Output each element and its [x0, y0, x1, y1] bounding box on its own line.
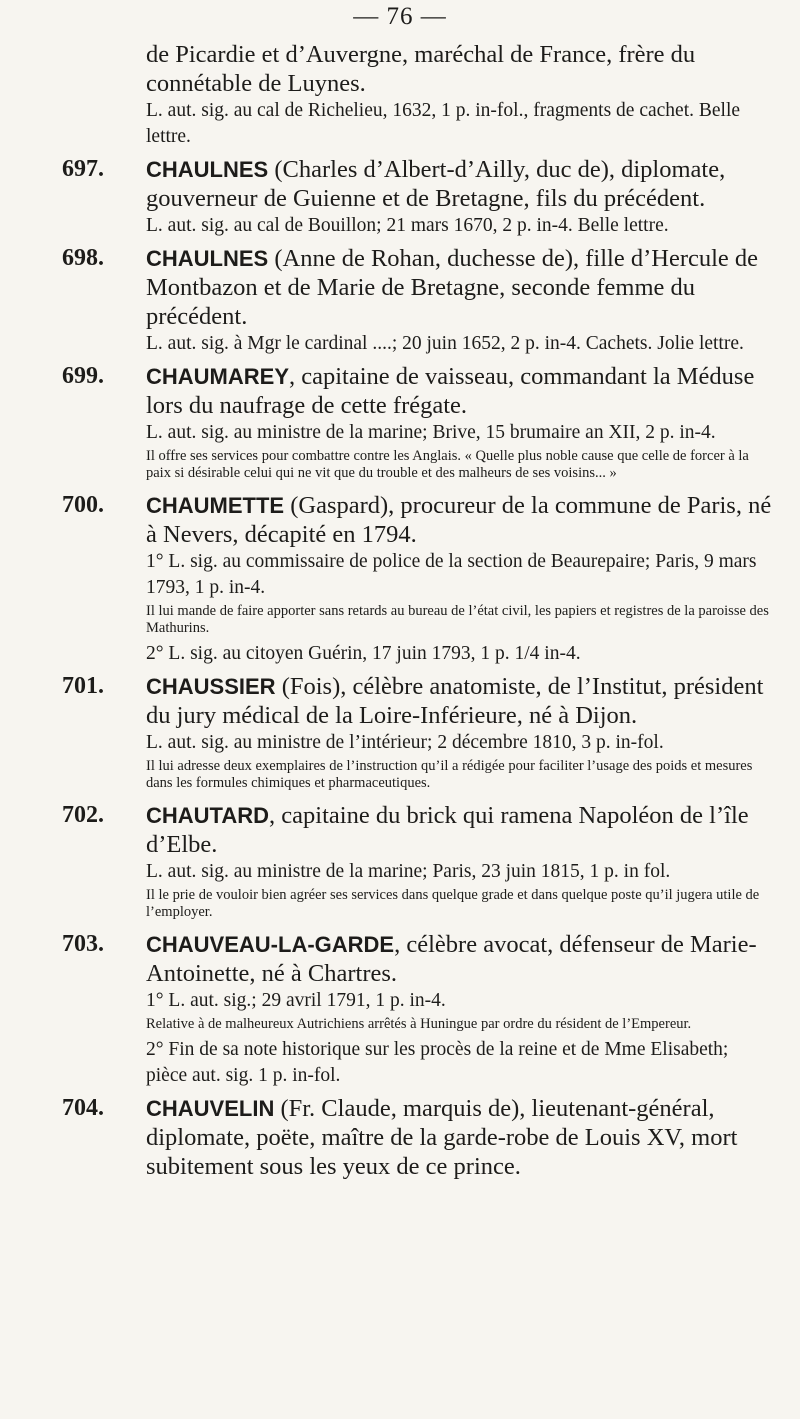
entry-heading: de Picardie et d’Auvergne, maréchal de France, frère du connétable de Luynes. — [146, 41, 696, 97]
entry-name: CHAUSSIER — [146, 674, 276, 699]
entry-heading: CHAUVEAU-LA-GARDE, célèbre avocat, défenseur de Marie-Antoinette, né à Chartres. — [146, 931, 757, 987]
entry-number: 698. — [62, 245, 104, 271]
page-number: — 76 — — [353, 3, 447, 30]
entry-description: L. aut. sig. au ministre de l’intérieur; 2 décembre 1810, 3 p. in-fol. — [146, 732, 664, 753]
entry-note: Relative à de malheureux Autrichiens arrêtés à Huningue par ordre du résident de l’Empereur. — [146, 1016, 692, 1032]
entry-name: CHAUVEAU-LA-GARDE — [146, 932, 395, 957]
entry-name: CHAUVELIN — [146, 1096, 275, 1121]
entry-note: Il le prie de vouloir bien agréer ses services dans quelque grade et dans quelque poste qu’il jugera utile de l’employer. — [146, 887, 760, 920]
entry-name: CHAULNES — [146, 157, 269, 182]
entry-description-2: 2° L. sig. au citoyen Guérin, 17 juin 1793, 1 p. 1/4 in-4. — [146, 643, 581, 664]
entry-note: Il lui mande de faire apporter sans retards au bureau de l’état civil, les papiers et registres de la paroisse des Mathurins. — [146, 603, 769, 636]
entry-number: 697. — [62, 156, 104, 182]
entry-number: 703. — [62, 931, 104, 957]
entry-heading: CHAULNES (Anne de Rohan, duchesse de), fille d’Hercule de Montbazon et de Marie de Bretagne, seconde femme du précédent. — [146, 245, 759, 330]
entry-heading: CHAUTARD, capitaine du brick qui ramena Napoléon de l’île d’Elbe. — [146, 802, 749, 858]
entry-description: 1° L. sig. au commissaire de police de la section de Beaurepaire; Paris, 9 mars 1793, 1 p. in-4. — [146, 551, 757, 598]
entry-heading: CHAUSSIER (Fois), célèbre anatomiste, de l’Institut, président du jury médical de la Loire-Inférieure, né à Dijon. — [146, 673, 764, 729]
entry-description: L. aut. sig. au cal de Bouillon; 21 mars 1670, 2 p. in-4. Belle lettre. — [146, 215, 669, 236]
entry-701 — [62, 672, 774, 792]
catalog-entries — [62, 40, 774, 1181]
entry-name: CHAUMAREY — [146, 364, 289, 389]
entry-699 — [62, 362, 774, 482]
entry-note: Il offre ses services pour combattre contre les Anglais. « Quelle plus noble cause que celle de forcer à la paix si désirable celui qui ne vit que du trouble et des malheurs de ses voisins... » — [146, 448, 749, 481]
entry-704 — [62, 1094, 774, 1181]
entry-698 — [62, 244, 774, 357]
entry-name: CHAUTARD — [146, 803, 270, 828]
entry-heading: CHAUVELIN (Fr. Claude, marquis de), lieutenant-général, diplomate, poëte, maître de la garde-robe de Louis XV, mort subitement sous les yeux de ce prince. — [146, 1095, 738, 1180]
entry-697 — [62, 155, 774, 239]
entry-name: CHAUMETTE — [146, 493, 285, 518]
entry-description: 1° L. aut. sig.; 29 avril 1791, 1 p. in-4. — [146, 990, 446, 1011]
entry-description: L. aut. sig. au ministre de la marine; Brive, 15 brumaire an XII, 2 p. in-4. — [146, 422, 716, 443]
entry-description-2: 2° Fin de sa note historique sur les procès de la reine et de Mme Elisabeth; pièce aut. sig. 1 p. in-fol. — [146, 1039, 729, 1086]
entry-heading: CHAULNES (Charles d’Albert-d’Ailly, duc de), diplomate, gouverneur de Guienne et de Bretagne, fils du précédent. — [146, 156, 726, 212]
entry-700 — [62, 491, 774, 667]
entry-number: 701. — [62, 673, 104, 699]
entry-number: 700. — [62, 492, 104, 518]
entry-description: L. aut. sig. au cal de Richelieu, 1632, 1 p. in-fol., fragments de cachet. Belle lettre. — [146, 100, 741, 147]
entry-702 — [62, 801, 774, 921]
entry-heading: CHAUMETTE (Gaspard), procureur de la commune de Paris, né à Nevers, décapité en 1794. — [146, 492, 772, 548]
entry-note: Il lui adresse deux exemplaires de l’instruction qu’il a rédigée pour faciliter l’usage des poids et mesures dans les formules chimiques et pharmaceutiques. — [146, 758, 753, 791]
entry-number: 699. — [62, 363, 104, 389]
entry-description: L. aut. sig. au ministre de la marine; Paris, 23 juin 1815, 1 p. in fol. — [146, 861, 671, 882]
entry-number: 704. — [62, 1095, 104, 1121]
entry-name: CHAULNES — [146, 246, 269, 271]
entry-continuation — [62, 40, 774, 150]
entry-heading: CHAUMAREY, capitaine de vaisseau, commandant la Méduse lors du naufrage de cette frégate. — [146, 363, 755, 419]
entry-description: L. aut. sig. à Mgr le cardinal ....; 20 juin 1652, 2 p. in-4. Cachets. Jolie lettre. — [146, 333, 744, 354]
entry-703 — [62, 930, 774, 1089]
entry-number: 702. — [62, 802, 104, 828]
